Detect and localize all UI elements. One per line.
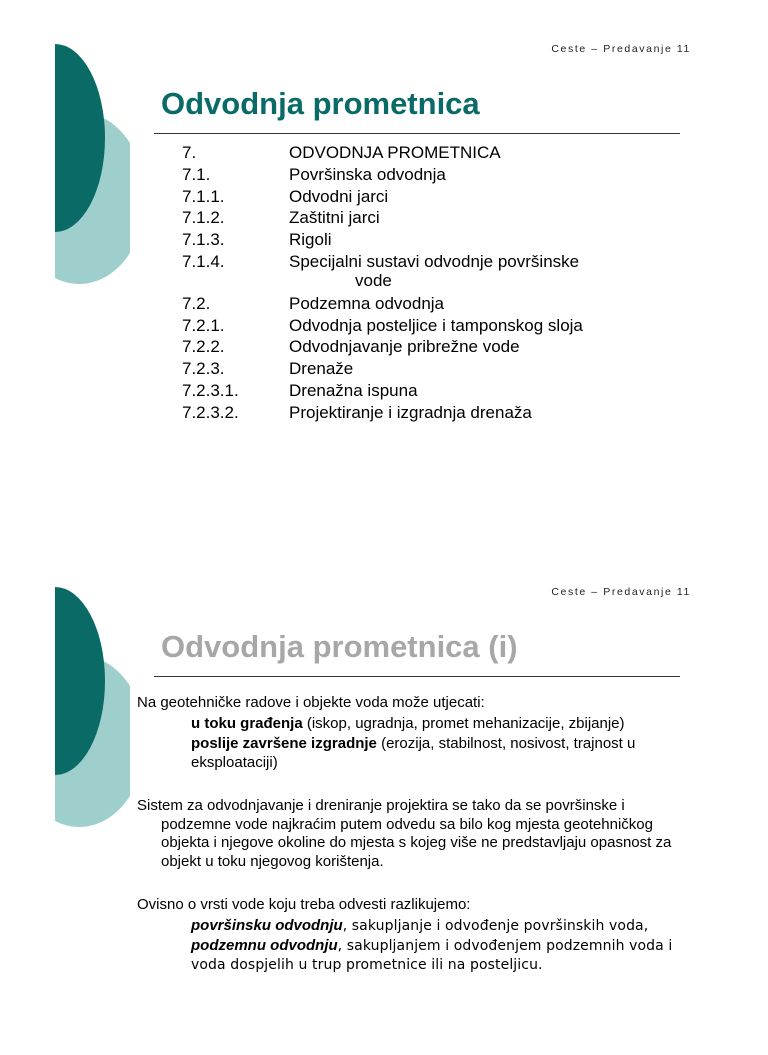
list-item: [137, 715, 697, 734]
slide-header-note: Ceste – Predavanje 11: [551, 586, 691, 598]
toc-text-continuation: vode: [355, 270, 392, 290]
toc-text: Odvodnjavanje pribrežne vode: [289, 337, 520, 357]
toc-row: [182, 142, 662, 164]
toc-row: [182, 293, 662, 315]
list-item: [137, 937, 697, 974]
title-divider: [154, 133, 680, 134]
item-bold: površinsku odvodnju: [191, 916, 343, 934]
list-item: [137, 917, 697, 936]
toc-text: Rigoli: [289, 230, 332, 250]
decorative-circles: [0, 0, 130, 290]
item-text: , sakupljanje i odvođenje površinskih voda,: [342, 917, 649, 934]
slide-body: [137, 694, 697, 999]
item-text: (iskop, ugradnja, promet mehanizacije, zbijanje): [302, 714, 625, 732]
toc-row: [182, 251, 662, 293]
toc-row: [182, 164, 662, 186]
toc-number: 7.2.: [182, 293, 211, 313]
toc-text: ODVODNJA PROMETNICA: [289, 143, 501, 162]
paragraph-types: [137, 896, 697, 974]
title-divider: [154, 676, 680, 677]
toc-text: Zaštitni jarci: [289, 208, 380, 228]
paragraph-intro: Na geotehničke radove i objekte voda može utjecati:: [137, 694, 485, 711]
toc-text: Podzemna odvodnja: [289, 293, 445, 313]
toc-row: [182, 315, 662, 337]
item-text: , sakupljanjem i odvođenjem podzemnih voda i voda dospjelih u trup prometnice ili na posteljicu.: [191, 938, 673, 973]
toc-text: Projektiranje i izgradnja drenaža: [289, 402, 532, 422]
toc-number: 7.1.2.: [182, 208, 225, 228]
toc-number: 7.1.: [182, 164, 211, 184]
toc-row: [182, 207, 662, 229]
toc-row: [182, 358, 662, 380]
toc-text: Odvodni jarci: [289, 186, 389, 206]
toc-row: [182, 336, 662, 358]
toc-text: Drenaže: [289, 359, 354, 379]
paragraph-intro: Ovisno o vrsti vode koju treba odvesti razlikujemo:: [137, 896, 471, 913]
toc-text: Drenažna ispuna: [289, 380, 418, 400]
toc-number: 7.1.3.: [182, 230, 225, 250]
toc-row: [182, 229, 662, 251]
toc-number: 7.2.2.: [182, 337, 225, 357]
toc-number: 7.2.1.: [182, 315, 225, 335]
toc-text: Specijalni sustavi odvodnje površinske: [289, 251, 580, 271]
toc-number: 7.: [182, 143, 197, 162]
toc-text: Površinska odvodnja: [289, 164, 446, 184]
item-bold: podzemnu odvodnju: [191, 937, 338, 954]
toc-row: [182, 186, 662, 208]
item-bold: poslije završene izgradnje: [191, 735, 377, 752]
toc-number: 7.1.1.: [182, 186, 225, 206]
slide-1: [0, 0, 768, 512]
toc-row: [182, 380, 662, 402]
toc-text: Odvodnja posteljice i tamponskog sloja: [289, 315, 583, 335]
toc-row: [182, 402, 662, 424]
paragraph-influence: [137, 694, 697, 772]
table-of-contents: [182, 142, 662, 424]
toc-number: 7.2.3.1.: [182, 380, 239, 400]
decorative-circles: [0, 543, 130, 833]
slide-title: Odvodnja prometnica: [161, 86, 480, 121]
toc-number: 7.2.3.2.: [182, 402, 239, 422]
slide-title: Odvodnja prometnica (i): [161, 629, 518, 664]
toc-number: 7.1.4.: [182, 251, 225, 271]
list-item: [137, 735, 697, 772]
item-bold: u toku građenja: [191, 714, 303, 732]
toc-text-wrapper: [289, 251, 662, 293]
paragraph-system: Sistem za odvodnjavanje i dreniranje projektira se tako da se površinske i podzemne vode najkraćim putem odvedu sa bilo kog mjesta geotehničkog objekta i njegove okoline do mjesta s kojeg više ne predstavljaju opasnost za objekt u toku njegovog korištenja.: [137, 797, 672, 870]
item-text: (erozija, stabilnost, nosivost, trajnost u eksploataciji): [191, 735, 636, 771]
slide-header-note: Ceste – Predavanje 11: [551, 43, 691, 55]
slide-2: [0, 543, 768, 1055]
toc-number: 7.2.3.: [182, 359, 225, 379]
